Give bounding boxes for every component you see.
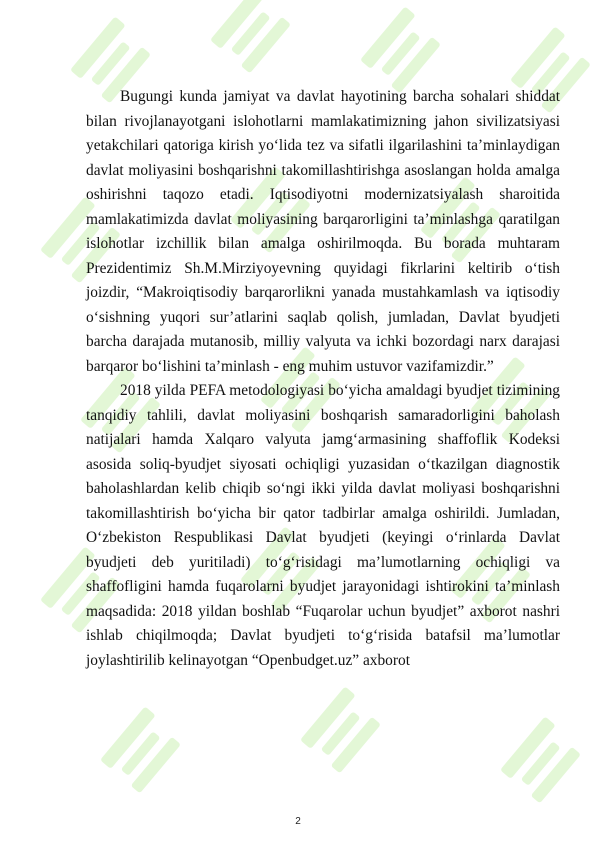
paragraph-2: 2018 yilda PEFA metodologiyasi bo‘yicha amaldagi byudjet tizimining tanqidiy tahlili, davlat moliyasini boshqarish samaradorligini baholash natijalari hamda Xalqaro valyuta jamg‘armasining shaffoflik Kodeksi asosida soliq-byudjet siyosati ochiqligi yuzasidan o‘tkazilgan diagnostik baholashlardan kelib chiqib so‘ngi ikki yilda davlat moliyasi boshqarishni takomillashtirish bo‘yicha bir qator tadbirlar amalga oshirildi. Jumladan, O‘zbekiston Respublikasi Davlat byudjeti (keyingi o‘rinlarda Davlat byudjeti deb yuritiladi) to‘g‘risidagi ma’lumotlarning ochiqligi va shaffofligini hamda fuqarolarni byudjet jarayonidagi ishtirokini ta’minlash maqsadida: 2018 yildan boshlab “Fuqarolar uchun byudjet” axborot nashri ishlab chiqilmoqda; Davlat byudjeti to‘g‘risida batafsil ma’lumotlar joylashtirilib kelinayotgan “Openbudget.uz” axborot [86,382,560,669]
watermark-mark [500,716,585,803]
watermark-mark [210,0,295,73]
body-text [86,85,560,673]
paragraph-1: Bugungi kunda jamiyat va davlat hayotining barcha sohalari shiddat bilan rivojlanayotgani islohotlarni mamlakatimizning jahon sivilizatsiyasi yetakchilari qatoriga kirish yo‘lida tez va sifatli ilgarilashini ta’minlaydigan davlat moliyasini boshqarishni takomillashtirishga asoslangan holda amalga oshirishni taqozo etadi. Iqtisodiyotni modernizatsiyalash sharoitida mamlakatimizda davlat moliyasining barqarorligini ta’minlashga qaratilgan islohotlar izchillik bilan amalga oshirilmoqda. Bu borada muhtaram Prezidentimiz Sh.M.Mirziyoyevning quyidagi fikrlarini keltirib o‘tish joizdir, “Makroiqtisodiy barqarorlikni yanada mustahkamlash va iqtisodiy o‘sishning yuqori sur’atlarini saqlab qolish, jumladan, Davlat byudjeti barcha darajada mutanosib, milliy valyuta va ichki bozordagi narx darajasi barqaror bo‘lishini ta’minlash - eng muhim ustuvor vazifamizdir.” [86,88,560,375]
watermark-mark [300,686,385,773]
watermark-mark [100,706,185,793]
page-number: 2 [295,816,301,827]
watermark-mark [360,6,445,93]
